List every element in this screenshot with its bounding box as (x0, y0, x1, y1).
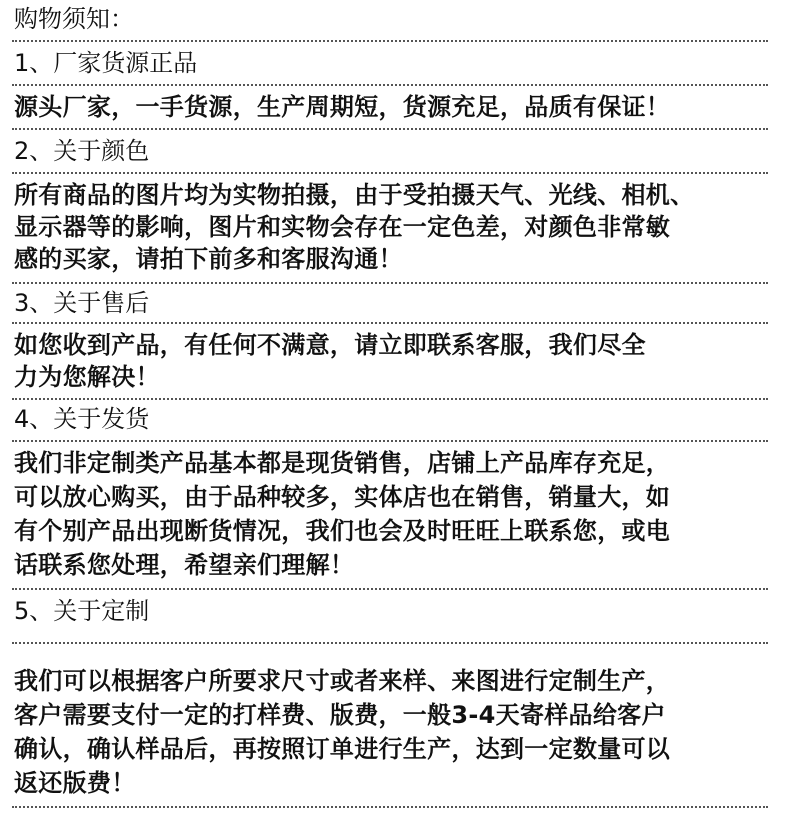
section-2-line-3: 感的买家，请拍下前多和客服沟通！ (14, 245, 403, 273)
dotted-divider (12, 398, 768, 400)
dotted-divider (12, 172, 768, 174)
section-4-line-1: 我们非定制类产品基本都是现货销售，店铺上产品库存充足， (14, 449, 671, 477)
dotted-divider (12, 588, 768, 590)
section-3-line-2: 力为您解决！ (14, 363, 160, 391)
section-3-heading: 3、关于售后 (14, 289, 150, 317)
dotted-divider (12, 84, 768, 86)
dotted-divider (12, 322, 768, 324)
section-5-line-1: 我们可以根据客户所要求尺寸或者来样、来图进行定制生产， (14, 667, 671, 695)
dotted-divider (12, 806, 768, 808)
section-4-line-2: 可以放心购买，由于品种较多，实体店也在销售，销量大，如 (14, 483, 671, 511)
section-5-line-4: 返还版费！ (14, 769, 136, 797)
dotted-divider (12, 642, 768, 644)
section-4-line-4: 话联系您处理，希望亲们理解！ (14, 551, 355, 579)
section-2-line-1: 所有商品的图片均为实物拍摄，由于受拍摄天气、光线、相机、 (14, 181, 695, 209)
section-3-line-1: 如您收到产品，有任何不满意，请立即联系客服，我们尽全 (14, 331, 646, 359)
section-5-heading: 5、关于定制 (14, 597, 150, 625)
section-2-heading: 2、关于颜色 (14, 137, 150, 165)
section-4-heading: 4、关于发货 (14, 405, 150, 433)
section-2-line-2: 显示器等的影响，图片和实物会存在一定色差，对颜色非常敏 (14, 213, 671, 241)
section-5-line-3: 确认，确认样品后，再按照订单进行生产，达到一定数量可以 (14, 735, 671, 763)
section-4-line-3: 有个别产品出现断货情况，我们也会及时旺旺上联系您，或电 (14, 517, 671, 545)
dotted-divider (12, 128, 768, 130)
dotted-divider (12, 282, 768, 284)
dotted-divider (12, 440, 768, 442)
dotted-divider (12, 40, 768, 42)
section-1-heading: 1、厂家货源正品 (14, 49, 198, 77)
page-title: 购物须知： (14, 5, 134, 33)
section-1-line-1: 源头厂家，一手货源，生产周期短，货源充足，品质有保证！ (14, 93, 671, 121)
section-5-line-2: 客户需要支付一定的打样费、版费，一般3-4天寄样品给客户 (14, 701, 666, 729)
